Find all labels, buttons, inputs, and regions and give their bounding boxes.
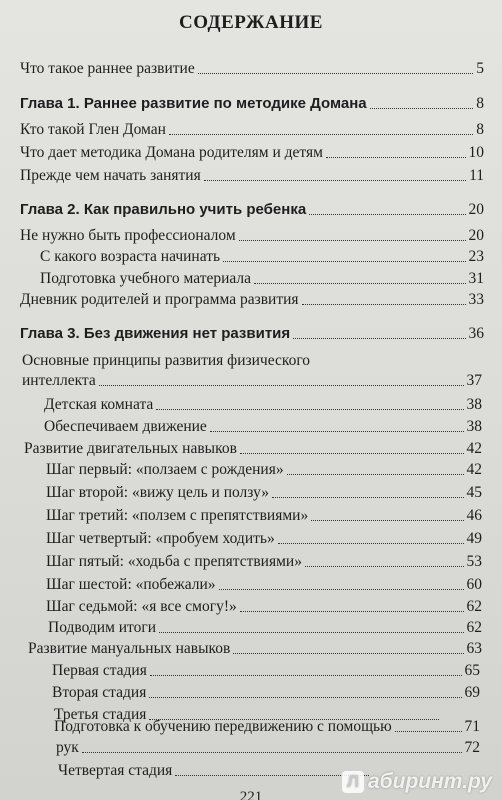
toc-entry-page: 38 <box>466 396 482 413</box>
toc-entry <box>58 762 372 780</box>
toc-entry-title: Детская комната <box>44 396 154 413</box>
toc-entry <box>20 227 484 245</box>
toc-entry-title: Что такое раннее развитие <box>20 60 195 77</box>
toc-entry-title: Шаг второй: «вижу цель и ползу» <box>46 484 269 501</box>
toc-entry <box>52 662 480 680</box>
dot-leader <box>169 134 473 135</box>
toc-entry-title: Вторая стадия <box>52 684 147 701</box>
labirint-logo-icon: Л <box>342 771 364 793</box>
dot-leader <box>302 304 466 305</box>
dot-leader <box>198 73 474 74</box>
dot-leader <box>311 520 463 521</box>
dot-leader <box>370 108 474 109</box>
toc-entry-page: 65 <box>464 662 480 679</box>
toc-entry <box>40 248 484 266</box>
toc-entry <box>46 507 482 525</box>
toc-entry <box>28 640 482 658</box>
toc-entry-page: 45 <box>466 484 482 501</box>
toc-entry-page: 8 <box>476 95 484 112</box>
toc-entry-page: 63 <box>466 640 482 657</box>
toc-entry-title: С какого возраста начинать <box>40 248 221 265</box>
toc-entry-page: 42 <box>466 440 482 457</box>
toc-entry <box>46 484 482 502</box>
page-number: 221 <box>239 789 263 800</box>
toc-entry-page: 5 <box>476 60 484 77</box>
toc-entry-page: 62 <box>466 598 482 615</box>
toc-entry-page: 10 <box>468 144 484 161</box>
toc-entry-title: Третья стадия <box>54 706 147 723</box>
toc-entry-title: Прежде чем начать занятия <box>20 167 201 184</box>
dot-leader <box>287 474 464 475</box>
dot-leader <box>223 261 465 262</box>
toc-chapter <box>20 95 484 113</box>
toc-entry-title: Шаг пятый: «ходьба с препятствиями» <box>46 553 302 570</box>
toc-entry-page: 42 <box>466 461 482 478</box>
toc-entry-page: 8 <box>476 121 484 138</box>
toc-entry-page: 60 <box>466 576 482 593</box>
toc-entry-title: интеллекта <box>22 372 96 389</box>
dot-leader <box>239 240 466 241</box>
toc-entry-page: 11 <box>469 167 484 184</box>
dot-leader <box>156 409 463 410</box>
toc-chapter-title: Глава 1. Раннее развитие по методике Домана <box>20 95 367 112</box>
toc-entry-title: Обеспечиваем движение <box>44 418 207 435</box>
toc-entry-title-line1: Основные принципы развития физического <box>22 352 311 369</box>
toc-entry <box>46 461 482 479</box>
dot-leader <box>305 566 464 567</box>
toc-entry-page: 20 <box>468 201 484 218</box>
dot-leader <box>278 543 464 544</box>
toc-entry <box>20 291 484 309</box>
dot-leader <box>293 338 465 339</box>
toc-entry-title: рук <box>56 739 79 756</box>
toc-entry-page: 31 <box>468 270 484 287</box>
toc-entry-page: 49 <box>466 530 482 547</box>
toc-entry-title: Четвертая стадия <box>58 762 173 779</box>
toc-entry-page: 46 <box>466 507 482 524</box>
dot-leader <box>240 453 464 454</box>
toc-entry <box>46 598 482 616</box>
toc-entry <box>54 718 480 736</box>
toc-entry-title: Шаг шестой: «побежали» <box>46 576 216 593</box>
toc-entry-title: Первая стадия <box>52 662 147 679</box>
watermark-text: абиринт.ру <box>367 770 492 793</box>
toc-entry-page: 37 <box>466 372 482 389</box>
toc-entry-page: 62 <box>466 619 482 636</box>
toc-entry-title: Кто такой Глен Доман <box>20 121 166 138</box>
toc-entry-page: 20 <box>468 227 484 244</box>
toc-entry-page: 53 <box>466 553 482 570</box>
toc-entry-page: 69 <box>464 684 480 701</box>
dot-leader <box>233 653 463 654</box>
page-title: СОДЕРЖАНИЕ <box>179 12 323 33</box>
dot-leader <box>219 589 464 590</box>
toc-entry-title: Шаг седьмой: «я все смогу!» <box>46 598 237 615</box>
toc-entry <box>46 530 482 548</box>
toc-entry <box>24 440 482 458</box>
toc-entry <box>20 60 484 78</box>
dot-leader <box>254 283 465 284</box>
dot-leader <box>204 180 466 181</box>
toc-entry <box>52 684 480 702</box>
toc-entry-page: 23 <box>468 248 484 265</box>
toc-entry-page: 38 <box>466 418 482 435</box>
dot-leader <box>309 214 465 215</box>
toc-entry <box>46 553 482 571</box>
toc-entry <box>22 372 482 390</box>
toc-entry-title: Развитие двигательных навыков <box>24 440 237 457</box>
toc-entry <box>48 619 482 637</box>
toc-entry-title: Подводим итоги <box>48 619 157 636</box>
toc-chapter <box>20 325 484 343</box>
toc-entry <box>56 739 480 757</box>
toc-entry-page: 33 <box>468 291 484 308</box>
toc-entry <box>40 270 484 288</box>
toc-entry-title: Не нужно быть профессионалом <box>20 227 236 244</box>
toc-entry-page: 72 <box>464 739 480 756</box>
toc-entry-title: Подготовка учебного материала <box>40 270 252 287</box>
toc-entry-title: Что дает методика Домана родителям и детям <box>20 144 323 161</box>
dot-leader <box>159 632 463 633</box>
dot-leader <box>395 731 462 732</box>
toc-chapter <box>20 201 484 219</box>
toc-entry-title: Шаг первый: «ползаем с рождения» <box>46 461 284 478</box>
dot-leader <box>272 497 464 498</box>
dot-leader <box>150 675 462 676</box>
toc-entry <box>20 144 484 162</box>
toc-entry-page: 36 <box>468 325 484 342</box>
dot-leader <box>326 157 466 158</box>
toc-chapter-title: Глава 3. Без движения нет развития <box>20 325 291 342</box>
toc-entry <box>20 121 484 139</box>
dot-leader <box>210 431 464 432</box>
toc-entry-title: Подготовка к обучению передвижению с помощью <box>54 718 392 735</box>
dot-leader <box>99 385 464 386</box>
toc-entry-title: Шаг третий: «ползем с препятствиями» <box>46 507 309 524</box>
dot-leader <box>175 775 369 776</box>
toc-entry <box>44 418 482 436</box>
toc-entry-page: 71 <box>464 718 480 735</box>
dot-leader <box>149 697 461 698</box>
dot-leader <box>82 752 462 753</box>
dot-leader <box>240 611 464 612</box>
toc-entry-title: Дневник родителей и программа развития <box>20 291 299 308</box>
toc-entry <box>20 167 484 185</box>
toc-entry <box>44 396 482 414</box>
watermark <box>342 770 492 794</box>
toc-entry <box>46 576 482 594</box>
toc-chapter-title: Глава 2. Как правильно учить ребенка <box>20 201 307 218</box>
toc-entry-title: Развитие мануальных навыков <box>28 640 231 657</box>
toc-entry-title: Шаг четвертый: «пробуем ходить» <box>46 530 275 547</box>
